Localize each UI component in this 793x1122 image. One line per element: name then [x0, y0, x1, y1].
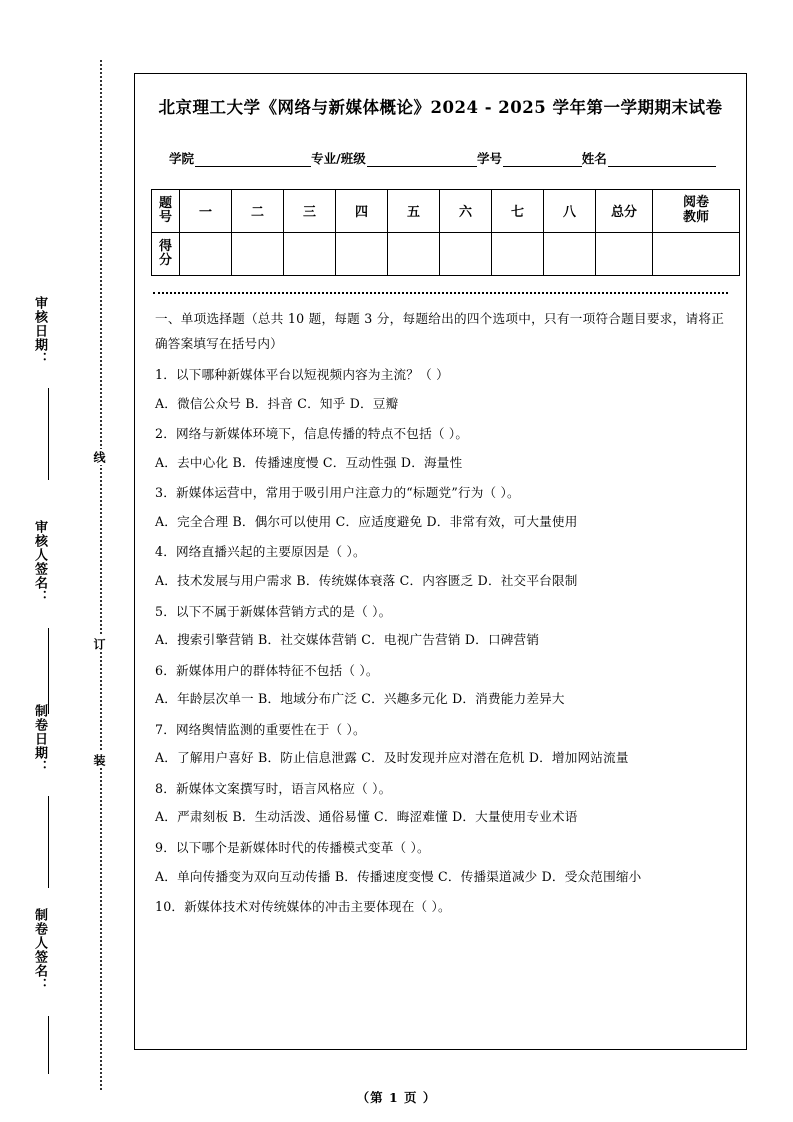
score-table-row-label-number: 题 号	[152, 189, 180, 232]
review-date-label: 审核日期：	[32, 296, 47, 366]
question-stem-2: 2．网络与新媒体环境下，信息传播的特点不包括（ ）。	[155, 426, 469, 442]
score-cell-8[interactable]	[544, 232, 596, 275]
score-col-total: 总分	[596, 189, 653, 232]
seal-char-pack: 装	[92, 754, 106, 766]
field-input-studentid[interactable]	[503, 152, 582, 167]
question-options-3: A．完全合理 B．偶尔可以使用 C．应适度避免 D．非常有效，可大量使用	[155, 513, 578, 529]
student-info-line	[169, 149, 716, 167]
maker-sign-blank	[48, 1016, 49, 1074]
question-stem-6: 6．新媒体用户的群体特征不包括（ ）。	[155, 662, 379, 678]
question-stem-7: 7．网络舆情监测的重要性在于（ ）。	[155, 721, 366, 737]
question-options-1: A．微信公众号 B．抖音 C．知乎 D．豆瓣	[155, 395, 399, 411]
question-options-2: A．去中心化 B．传播速度慢 C．互动性强 D．海量性	[155, 454, 463, 470]
score-table-value-row	[152, 232, 740, 275]
question-stem-8: 8．新媒体文案撰写时，语言风格应（ ）。	[155, 780, 392, 796]
score-cell-3[interactable]	[284, 232, 336, 275]
question-stem-1: 1．以下哪种新媒体平台以短视频内容为主流？（ ）	[155, 367, 449, 382]
question-options-9: A．单向传播变为双向互动传播 B．传播速度变慢 C．传播渠道减少 D．受众范围缩小	[155, 868, 642, 884]
score-col-4: 四	[336, 189, 388, 232]
content-border-box	[134, 73, 747, 1050]
section-divider	[153, 292, 728, 294]
field-label-college: 学院	[169, 150, 195, 166]
make-date-blank	[48, 796, 49, 888]
page-title: 北京理工大学《网络与新媒体概论》2024 - 2025 学年第一学期期末试卷	[158, 98, 723, 117]
score-cell-2[interactable]	[232, 232, 284, 275]
question-stem-5: 5．以下不属于新媒体营销方式的是（ ）。	[155, 603, 392, 619]
binding-margin	[0, 0, 120, 1122]
maker-sign-label: 制卷人签名：	[32, 908, 47, 992]
page-footer: （第 1 页 ）	[356, 1090, 437, 1105]
question-options-4: A．技术发展与用户需求 B．传统媒体衰落 C．内容匮乏 D．社交平台限制	[155, 572, 578, 588]
score-col-2: 二	[232, 189, 284, 232]
field-input-major[interactable]	[367, 152, 477, 167]
score-col-7: 七	[492, 189, 544, 232]
score-col-1: 一	[180, 189, 232, 232]
score-cell-7[interactable]	[492, 232, 544, 275]
field-label-name: 姓名	[581, 150, 607, 166]
field-label-studentid: 学号	[476, 150, 502, 166]
score-col-teacher: 阅卷 教师	[653, 189, 740, 232]
field-input-college[interactable]	[195, 152, 311, 167]
question-options-6: A．年龄层次单一 B．地域分布广泛 C．兴趣多元化 D．消费能力差异大	[155, 691, 565, 707]
score-cell-1[interactable]	[180, 232, 232, 275]
score-cell-6[interactable]	[440, 232, 492, 275]
field-input-name[interactable]	[608, 152, 716, 167]
reviewer-sign-blank	[48, 628, 49, 714]
review-date-blank	[48, 388, 49, 480]
seal-char-line: 线	[92, 451, 106, 463]
score-cell-5[interactable]	[388, 232, 440, 275]
score-table	[151, 189, 740, 276]
score-table-row-label-score: 得 分	[152, 232, 180, 275]
question-stem-10: 10．新媒体技术对传统媒体的冲击主要体现在（ ）。	[155, 899, 451, 915]
question-stem-3: 3．新媒体运营中，常用于吸引用户注意力的“标题党”行为（ ）。	[155, 485, 520, 501]
score-cell-4[interactable]	[336, 232, 388, 275]
score-col-8: 八	[544, 189, 596, 232]
question-options-8: A．严肃刻板 B．生动活泼、通俗易懂 C．晦涩难懂 D．大量使用专业术语	[155, 809, 578, 825]
reviewer-sign-label: 审核人签名：	[32, 520, 47, 604]
score-col-6: 六	[440, 189, 492, 232]
section-heading: 一、单项选择题（总共 10 题，每题 3 分，每题给出的四个选项中，只有一项符合题目要求，请将正确答案填写在括号内）	[155, 310, 724, 352]
make-date-label: 制卷日期：	[32, 704, 47, 774]
field-label-major: 专业/班级	[311, 150, 366, 166]
seal-dotted-line	[100, 60, 102, 1090]
score-cell-total[interactable]	[596, 232, 653, 275]
question-options-5: A．搜索引擎营销 B．社交媒体营销 C．电视广告营销 D．口碑营销	[155, 632, 540, 648]
question-options-7: A．了解用户喜好 B．防止信息泄露 C．及时发现并应对潜在危机 D．增加网站流量	[155, 750, 629, 766]
score-table-header-row	[152, 189, 740, 232]
question-stem-4: 4．网络直播兴起的主要原因是（ ）。	[155, 544, 366, 560]
score-col-5: 五	[388, 189, 440, 232]
seal-char-bind: 订	[92, 638, 106, 650]
question-stem-9: 9．以下哪个是新媒体时代的传播模式变革（ ）。	[155, 840, 430, 855]
question-section	[155, 306, 724, 920]
score-cell-teacher[interactable]	[653, 232, 740, 275]
score-col-3: 三	[284, 189, 336, 232]
